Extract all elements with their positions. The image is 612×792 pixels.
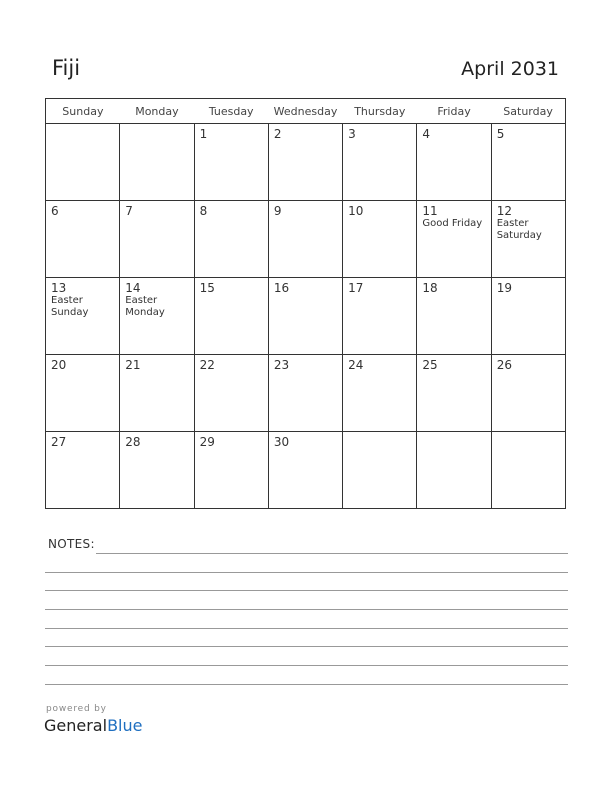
- day-cell: [46, 355, 120, 432]
- day-number: 9: [273, 204, 282, 218]
- holiday-label: Good Friday: [422, 218, 483, 229]
- week-row: [46, 432, 566, 509]
- holiday-label: Easter Sunday: [51, 295, 89, 318]
- weekday-tuesday: Tuesday: [194, 99, 268, 124]
- day-cell: [491, 201, 565, 278]
- day-cell: [268, 201, 342, 278]
- day-cell: [417, 355, 491, 432]
- day-number: [343, 432, 416, 435]
- note-line: [45, 590, 568, 591]
- day-number: 2: [273, 127, 282, 141]
- day-number: 18: [422, 281, 438, 295]
- day-cell: [268, 432, 342, 509]
- day-cell: [46, 201, 120, 278]
- day-cell: [194, 124, 268, 201]
- day-cell: [46, 278, 120, 355]
- day-number: 24: [348, 358, 364, 372]
- day-number: 11: [422, 204, 438, 218]
- day-number: 25: [422, 358, 438, 372]
- day-number: 22: [199, 358, 215, 372]
- day-cell: [417, 432, 491, 509]
- day-cell: [46, 432, 120, 509]
- day-number: 13: [51, 281, 67, 295]
- weekday-thursday: Thursday: [343, 99, 417, 124]
- note-line: [45, 684, 568, 685]
- day-cell: [120, 201, 194, 278]
- calendar-grid: [45, 98, 566, 509]
- generalblue-logo: [44, 716, 142, 735]
- day-cell: [120, 355, 194, 432]
- day-number: [46, 124, 119, 127]
- day-cell: [268, 124, 342, 201]
- holiday-label: Easter Saturday: [496, 218, 542, 241]
- day-cell: [343, 278, 417, 355]
- day-number: 12: [496, 204, 512, 218]
- day-number: 16: [273, 281, 290, 295]
- day-number: 4: [422, 127, 431, 141]
- day-cell: [343, 432, 417, 509]
- note-line: [45, 572, 568, 573]
- day-cell: [343, 124, 417, 201]
- day-cell: [120, 432, 194, 509]
- powered-by-text: powered by: [46, 704, 107, 714]
- day-number: 23: [273, 358, 290, 372]
- day-number: 20: [51, 358, 67, 372]
- day-cell: [491, 278, 565, 355]
- week-row: [46, 201, 566, 278]
- day-number: 21: [125, 358, 141, 372]
- week-row: [46, 124, 566, 201]
- notes-label: NOTES:: [48, 537, 95, 551]
- day-cell: [194, 278, 268, 355]
- week-row: [46, 278, 566, 355]
- day-number: 30: [273, 435, 290, 449]
- note-line: [96, 553, 568, 554]
- day-number: 26: [496, 358, 512, 372]
- holiday-label: Easter Monday: [125, 295, 165, 318]
- day-number: 15: [199, 281, 215, 295]
- day-cell: [194, 201, 268, 278]
- day-number: 10: [348, 204, 364, 218]
- logo-general: General: [44, 716, 108, 735]
- day-number: [120, 124, 193, 127]
- day-number: 6: [51, 204, 59, 218]
- day-cell: [268, 355, 342, 432]
- day-cell: [194, 355, 268, 432]
- weekday-friday: Friday: [417, 99, 491, 124]
- weekday-header-row: [46, 99, 566, 124]
- day-cell: [46, 124, 120, 201]
- day-cell: [417, 278, 491, 355]
- note-line: [45, 646, 568, 647]
- day-number: [417, 432, 490, 435]
- weekday-wednesday: Wednesday: [268, 99, 342, 124]
- day-number: 19: [496, 281, 512, 295]
- day-cell: [343, 355, 417, 432]
- day-number: 8: [199, 204, 208, 218]
- day-cell: [491, 124, 565, 201]
- day-number: [492, 432, 565, 435]
- day-cell: [194, 432, 268, 509]
- day-cell: [343, 201, 417, 278]
- note-line: [45, 665, 568, 666]
- day-number: 29: [199, 435, 215, 449]
- month-year-title: April 2031: [461, 58, 559, 80]
- day-number: 27: [51, 435, 67, 449]
- day-cell: [417, 124, 491, 201]
- weekday-monday: Monday: [120, 99, 194, 124]
- day-number: 14: [125, 281, 141, 295]
- day-number: 17: [348, 281, 364, 295]
- day-cell: [491, 355, 565, 432]
- country-title: Fiji: [52, 56, 81, 80]
- weekday-saturday: Saturday: [491, 99, 565, 124]
- day-number: 5: [496, 127, 505, 141]
- day-cell: [120, 278, 194, 355]
- day-number: 3: [348, 127, 356, 141]
- day-cell: [268, 278, 342, 355]
- note-line: [45, 609, 568, 610]
- note-line: [45, 628, 568, 629]
- day-number: 1: [199, 127, 208, 141]
- day-number: 28: [125, 435, 141, 449]
- day-cell: [417, 201, 491, 278]
- day-number: 7: [125, 204, 133, 218]
- logo-blue: Blue: [107, 716, 143, 735]
- day-cell: [491, 432, 565, 509]
- week-row: [46, 355, 566, 432]
- weekday-sunday: Sunday: [46, 99, 120, 124]
- day-cell: [120, 124, 194, 201]
